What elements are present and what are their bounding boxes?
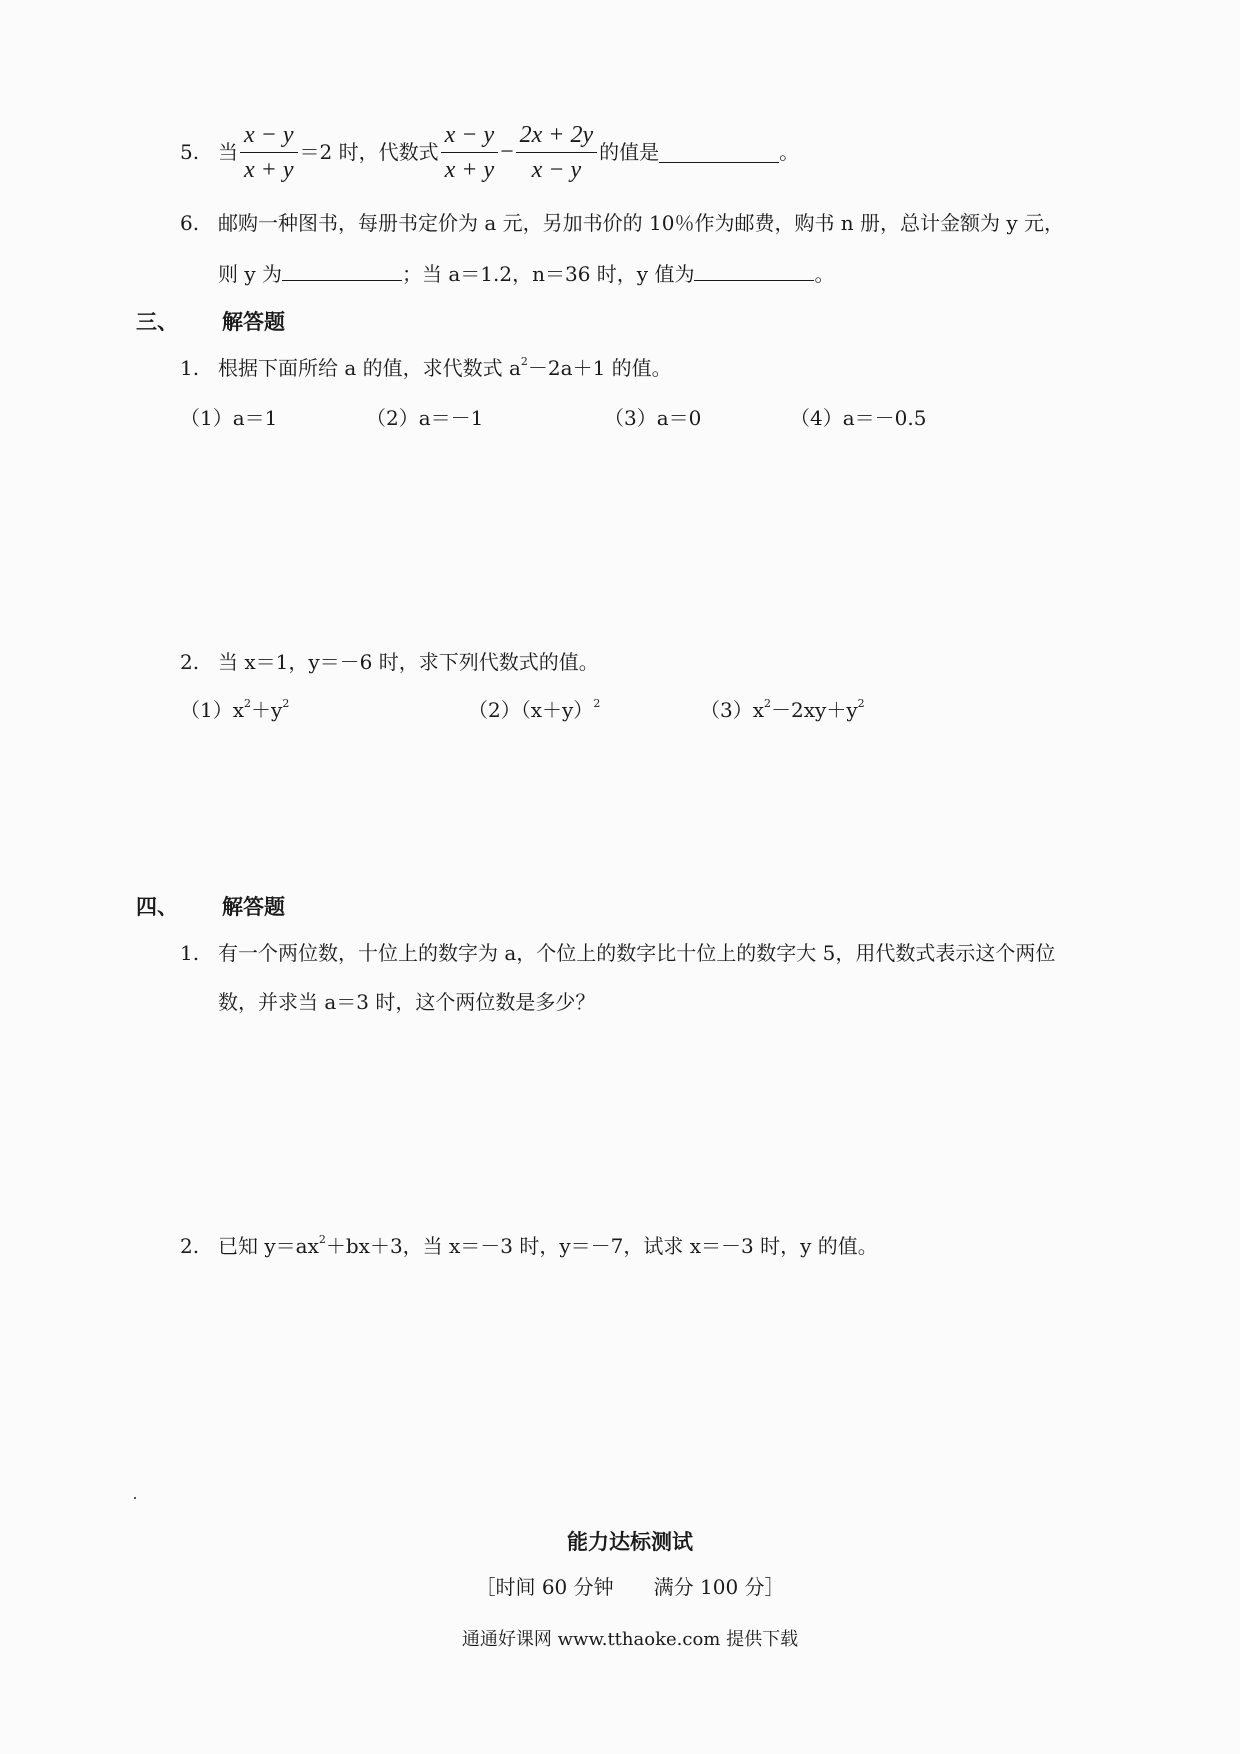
question-text: 根据下面所给 a 的值，求代数式 a <box>218 356 521 380</box>
footer-info: ［时间 60 分钟 满分 100 分］ <box>475 1575 785 1599</box>
section-3-title: 解答题 <box>222 310 285 334</box>
question-number: 2. <box>180 650 200 674</box>
option-4: （4）a＝－0.5 <box>790 406 927 430</box>
option-1: （1）a＝1 <box>180 406 278 430</box>
question-5 <box>180 120 799 184</box>
section-4-question-1-line-2: 数，并求当 a＝3 时，这个两位数是多少？ <box>218 990 596 1014</box>
footer-source: 通通好课网 www.tthaoke.com 提供下载 <box>461 1629 799 1650</box>
question-text: 当 <box>218 140 238 164</box>
question-text: －2a＋1 的值。 <box>527 356 672 380</box>
question-number: 1. <box>180 941 200 965</box>
minus-sign: − <box>500 139 514 165</box>
question-text: 已知 y＝ax <box>218 1234 319 1258</box>
question-text: ＝2 时，代数式 <box>299 140 439 164</box>
superscript: 2 <box>520 355 528 368</box>
question-text: ＋bx＋3，当 x＝－3 时，y＝－7，试求 x＝－3 时，y 的值。 <box>325 1234 878 1258</box>
question-text: 当 x＝1，y＝－6 时，求下列代数式的值。 <box>218 650 599 674</box>
section-3-question-1 <box>180 356 672 380</box>
question-6-line-1 <box>180 211 1064 235</box>
question-text: 则 y 为 <box>218 262 283 286</box>
option-3: $(3)x^2-2xy+y^2$ <box>700 697 865 722</box>
question-text: 的值是 <box>599 140 660 164</box>
section-4-label: 四、 <box>136 895 178 919</box>
footer-title: 能力达标测试 <box>567 1530 693 1554</box>
section-4-question-2: 2. 已知 $y=ax^2+bx+3$，当 x＝－3 时，y＝－7，试求 x＝－3 时，y 的值。 <box>180 1233 878 1258</box>
option-3: （3）a＝0 <box>604 406 702 430</box>
question-6-line-2 <box>218 260 834 286</box>
scan-speck <box>134 1497 136 1499</box>
question-number: 2. <box>180 1234 200 1258</box>
question-text: 邮购一种图书，每册书定价为 a 元，另加书价的 10％作为邮费，购书 n 册，总计金额为 y 元， <box>218 211 1065 235</box>
option-1: $(1)x^2+y^2$ <box>180 697 290 722</box>
question-text: 有一个两位数，十位上的数字为 a，个位上的数字比十位上的数字大 5，用代数式表示这个两位 <box>218 941 1056 965</box>
fraction-x-minus-y-over-x-plus-y-2: $\frac{x - y}{x + y}$ <box>441 121 499 184</box>
question-number: 1. <box>180 356 200 380</box>
question-number: 5. <box>180 140 200 164</box>
question-text: 。 <box>779 140 800 164</box>
answer-blank <box>282 260 402 281</box>
question-text: 。 <box>814 262 835 286</box>
option-2: $(2)(x+y)^2$ <box>468 697 601 722</box>
question-number: 6. <box>180 211 200 235</box>
option-2: （2）a＝－1 <box>366 406 484 430</box>
section-3-question-2 <box>180 650 599 674</box>
section-4-title: 解答题 <box>222 895 285 919</box>
question-text: ；当 a＝1.2，n＝36 时，y 值为 <box>402 262 695 286</box>
answer-blank <box>694 260 814 281</box>
section-4-question-1-line-1 <box>180 941 1055 965</box>
fraction-x-minus-y-over-x-plus-y: $\frac{x - y}{x + y}$ <box>240 121 298 184</box>
answer-blank <box>659 142 779 163</box>
fraction-2x-plus-2y-over-x-minus-y: $\frac{2x + 2y}{x - y}$ <box>516 121 598 184</box>
section-3-label: 三、 <box>136 310 178 334</box>
